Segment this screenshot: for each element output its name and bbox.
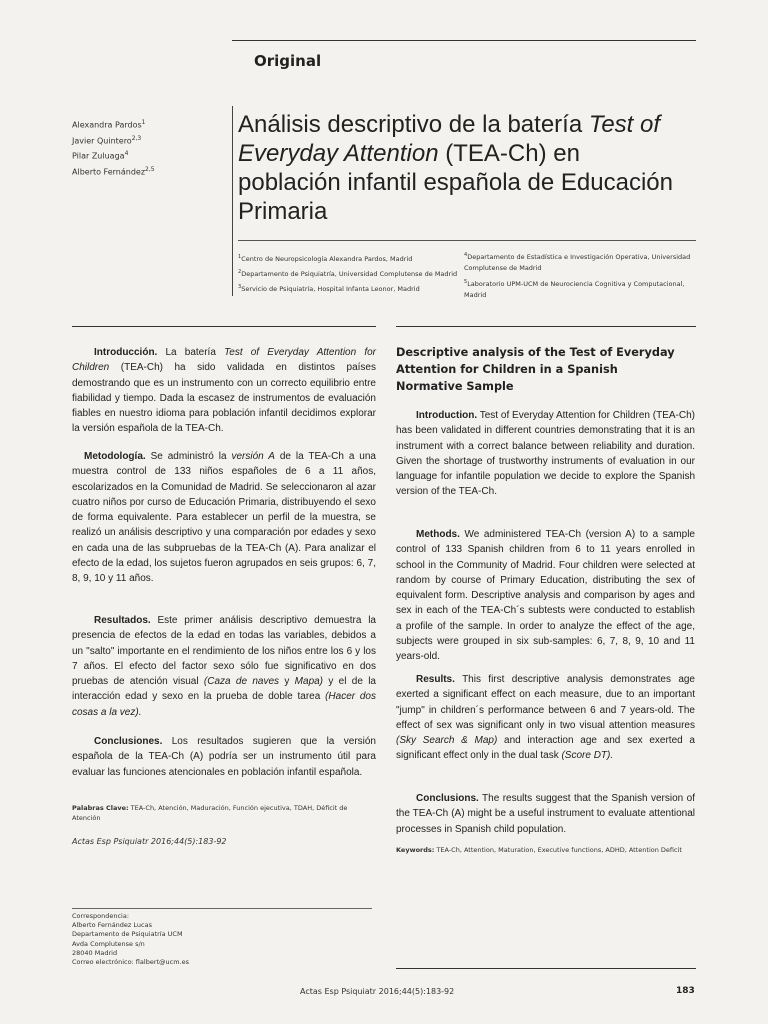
journal-reference: Actas Esp Psiquiatr 2016;44(5):183-92 (72, 837, 227, 846)
english-title: Descriptive analysis of the Test of Everyday Attention for Children in a Spanish Normative Sample (396, 346, 675, 393)
correspondence-rule (72, 908, 372, 909)
abstract-en-methods: Methods. We administered TEA-Ch (version A) to a sample control of 133 Spanish children from 6 to 11 years enrolled in school in the Community of Madrid. Four children were selected at random by course of Primary Education, distributing the sex of equivalent form. Descriptive analysis and comparison by ages and sex in each of the TEA-Ch´s subtests were conducted to establish a profile of the sample. In order to analyze the effect of the age, subjects were grouped in six sub-samples: 6, 7, 8, 9, 10 and 11 years-old. (396, 529, 695, 663)
affiliations-left (238, 252, 458, 295)
abstract-es-methods: Metodología. Se administró la versión A de la TEA-Ch a una muestra control de 133 niños españoles de 6 a 11 años, escolarizados en la Comunidad de Madrid. Se seleccionaron al azar cuatro niños por curso de Educación Primaria, distribuyendo el sexo de forma equivalente. Para establecer un perfil de la muestra, se realizó un análisis descriptivo y una comparación por edades y sexo en cada una de las subpruebas de la TEA-Ch (A). Para analizar el efecto de la edad, los sujetos fueron agrupados en seis grupos: 6, 7, 8, 9, 10 y 11 años. (72, 451, 376, 585)
keywords-en: Keywords: TEA-Ch, Attention, Maturation, Executive functions, ADHD, Attention Deficit (396, 846, 682, 854)
vertical-divider (232, 106, 233, 296)
article-title: Análisis descriptivo de la batería Test of Everyday Attention (TEA-Ch) en población infantil española de Educación Primaria (238, 111, 673, 225)
abstract-es-introduction: Introducción. La batería Test of Everyday Attention for Children (TEA-Ch) ha sido validada en distintos países demostrando que es un instrumento con un correcto equilibrio entre fiabilidad y tiempo. Dada la escasez de instrumentos de evaluación fiables en nuestro idioma para población infantil decidimos explorar la versión española de la TEA-Ch. (72, 347, 376, 435)
abstract-rule-left (72, 326, 376, 327)
footer-rule (396, 968, 696, 969)
correspondence: Correspondencia: Alberto Fernández Lucas Departamento de Psiquiatría UCM Avda Complutense s/n 28040 Madrid Correo electrónico: flalbert@ucm.es (72, 912, 190, 967)
affiliation-rule (238, 240, 696, 241)
affiliation: $^4$Departamento de Estadística e Investigación Operativa, Universidad Complutense de Madrid (464, 252, 691, 273)
author-list (72, 116, 155, 179)
affiliations-right (464, 250, 704, 301)
header-rule (232, 40, 696, 41)
abstract-rule-right (396, 326, 696, 327)
footer-citation: Actas Esp Psiquiatr 2016;44(5):183-92 (300, 987, 455, 996)
affiliation: $^5$Laboratorio UPM-UCM de Neurociencia Cognitiva y Computacional, Madrid (464, 279, 685, 300)
abstract-en-introduction: Introduction. Test of Everyday Attention for Children (TEA-Ch) has been validated in different countries demonstrating that it is an instrument with a correct balance between reliability and duration. Given the shortage of trustworthy instruments of evaluation in our language for infantile population we decide to explore the Spanish version of the TEA-Ch. (396, 410, 695, 498)
abstract-en-results: Results. This first descriptive analysis demonstrates age exerted a significant effect on each measure, due to an important "jump" in children´s performance between 6 and 7 years-old. The effect of sex was significant only in two visual attention measures (Sky Search & Map) and interaction age and sex exerted a significant effect only in the dual task (Score DT). (396, 674, 695, 762)
section-label: Original (254, 52, 322, 70)
author: Javier Quintero$^{2,3}$ (72, 134, 142, 146)
page-number: 183 (676, 986, 695, 996)
affiliation: $^1$Centro de Neuropsicología Alexandra Pardos, Madrid (238, 254, 413, 264)
abstract-en-conclusions: Conclusions. The results suggest that the Spanish version of the TEA-Ch (A) might be a useful instrument to evaluate attentional processes in Spanish child population. (396, 793, 695, 835)
abstract-es-results: Resultados. Este primer análisis descriptivo demuestra la presencia de efectos de la edad en todas las variables, debidos a un "salto" importante en el rendimiento de los niños entre los 6 y los 7 años. El efecto del factor sexo sólo fue significativo en dos pruebas de atención visual (Caza de naves y Mapa) y el de la interacción edad y sexo en la prueba de doble tarea (Hacer dos cosas a la vez). (72, 615, 376, 718)
author: Alberto Fernández$^{2,5}$ (72, 165, 155, 177)
affiliation: $^2$Departamento de Psiquiatría, Universidad Complutense de Madrid (238, 269, 458, 279)
author: Pilar Zuluaga$^4$ (72, 150, 129, 161)
affiliation: $^3$Servicio de Psiquiatría, Hospital Infanta Leonor, Madrid (238, 284, 420, 294)
abstract-es-conclusions: Conclusiones. Los resultados sugieren que la versión española de la TEA-Ch (A) podría ser un instrumento útil para evaluar las funciones atencionales en población infantil española. (72, 736, 376, 778)
author: Alexandra Pardos$^1$ (72, 119, 146, 130)
keywords-es: Palabras Clave: TEA-Ch, Atención, Maduración, Función ejecutiva, TDAH, Déficit de Atención (72, 804, 348, 822)
